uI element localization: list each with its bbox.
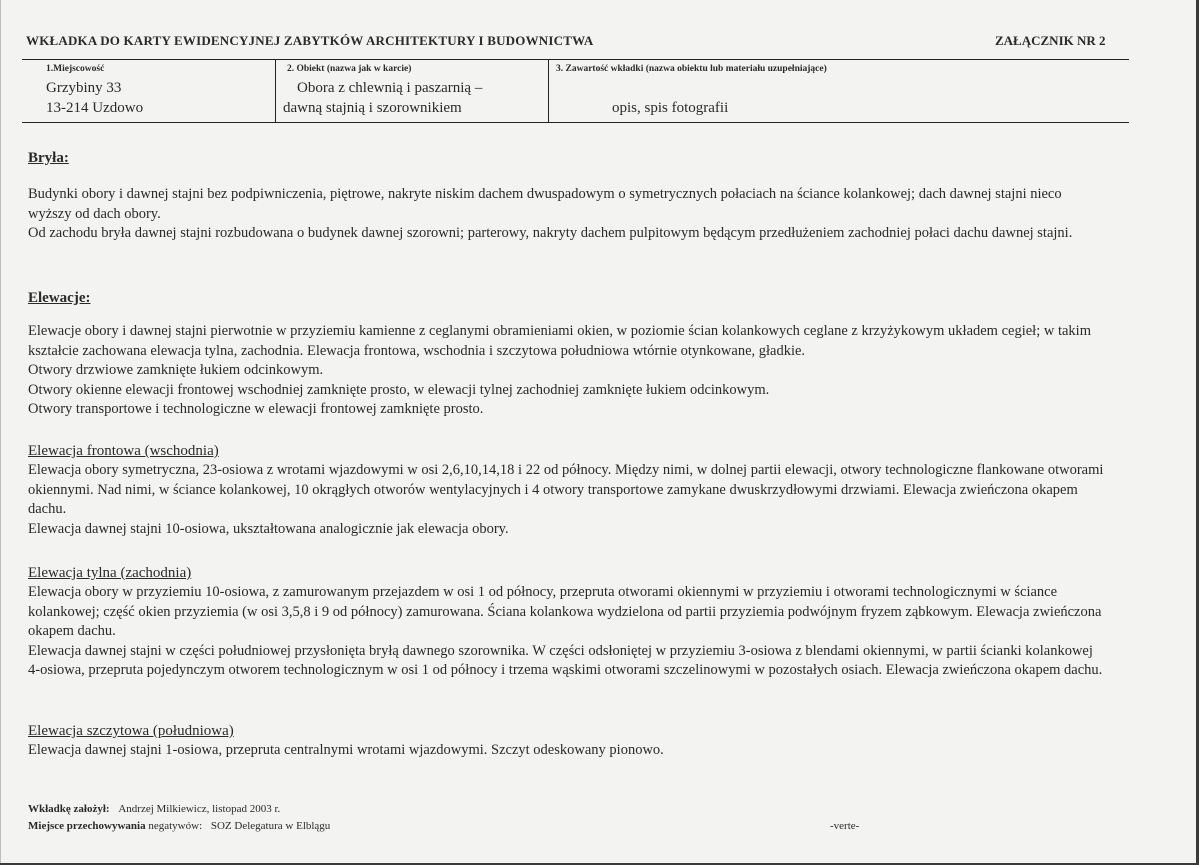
annex-number: ZAŁĄCZNIK NR 2 — [995, 33, 1106, 48]
subheading-gable-elevation: Elewacja szczytowa (południowa) — [28, 723, 234, 739]
field-divider-1 — [275, 60, 276, 122]
tylna-paragraph-1: Elewacja obory w przyziemiu 10-osiowa, z zamurowanym przejazdem w osi 1 od północy, przepruta otworami okiennymi w przyziemiu i otworami technologicznymi w ściance kolankowej; część okien przyziemia (w osi 3,5,8 i 9 od północy) zamurowana. Ściana kolankowa wydzielona od partii przyziemia podwójnym fryzem ząbkowym. Elewacja zwieńczona okapem dachu. — [28, 584, 1102, 640]
page-edge-left — [0, 0, 1, 865]
section-body-rear-elevation — [28, 583, 1108, 681]
contents-label: 3. Zawartość wkładki (nazwa obiektu lub materiału uzupełniające) — [556, 64, 827, 74]
section-heading-bryla: Bryła: — [28, 150, 69, 166]
locality-line-1: Grzybiny 33 — [46, 80, 122, 96]
frontowa-paragraph-1: Elewacja obory symetryczna, 23-osiowa z wrotami wjazdowymi w osi 2,6,10,14,18 i 22 od północy. Między nimi, w dolnej partii elewacji, otwory technologiczne flankowane otworami okiennymi. Nad nimi, w ściance kolankowej, 10 okrągłych otworów wentylacyjnych i 4 otwory transportowe zamykane dwuskrzydłowymi drzwiami. Elewacja zwieńczona okapem dachu. — [28, 462, 1104, 518]
szczytowa-paragraph-1: Elewacja dawnej stajni 1-osiowa, przepruta centralnymi wrotami wjazdowymi. Szczyt odeskowany pionowo. — [28, 742, 664, 758]
section-heading-elewacje: Elewacje: — [28, 290, 91, 306]
section-body-bryla — [28, 185, 1108, 244]
locality-label: 1.Miejscowość — [46, 64, 105, 74]
footer-author-label: Wkładkę założył: — [28, 803, 110, 815]
document-title: WKŁADKA DO KARTY EWIDENCYJNEJ ZABYTKÓW ARCHITEKTURY I BUDOWNICTWA — [26, 33, 594, 48]
elewacje-paragraph-4: Otwory transportowe i technologiczne w elewacji frontowej zamknięte prosto. — [28, 401, 484, 418]
bryla-paragraph-2: Od zachodu bryła dawnej stajni rozbudowana o budynek dawnej szorowni; parterowy, nakryty dachem pulpitowym będącym przedłużeniem zachodniej połaci dachu dawnej stajni. — [28, 225, 1073, 242]
contents-value: opis, spis fotografii — [612, 100, 729, 116]
subheading-front-elevation: Elewacja frontowa (wschodnia) — [28, 443, 219, 459]
bryla-paragraph-1: Budynki obory i dawnej stajni bez podpiwniczenia, piętrowe, nakryte niskim dachem dwuspadowym o symetrycznych połaciach na ściance kolankowej; dach dawnej stajni nieco wyższy od dach obory. — [28, 186, 1062, 222]
footer-storage-label-rest: negatywów: — [148, 820, 203, 832]
footer-author-value: Andrzej Milkiewicz, listopad 2003 r. — [118, 803, 281, 815]
frontowa-paragraph-2: Elewacja dawnej stajni 10-osiowa, ukształtowana analogicznie jak elewacja obory. — [28, 520, 509, 537]
footer-storage-value: SOZ Delegatura w Elblągu — [210, 820, 331, 832]
field-divider-2 — [548, 60, 549, 122]
elewacje-paragraph-2: Otwory drzwiowe zamknięte łukiem odcinkowym. — [28, 362, 324, 379]
footer-storage-label: Miejsce przechowywania — [28, 820, 146, 832]
header-rule-top — [22, 59, 1129, 60]
object-line-2: dawną stajnią i szorownikiem — [283, 100, 462, 116]
verte-note: -verte- — [830, 820, 860, 832]
locality-line-2: 13-214 Uzdowo — [46, 100, 144, 116]
subheading-rear-elevation: Elewacja tylna (zachodnia) — [28, 565, 192, 581]
section-body-elewacje — [28, 322, 1108, 420]
section-body-gable-elevation — [28, 741, 1108, 761]
tylna-paragraph-2: Elewacja dawnej stajni w części południowej przysłonięta bryłą dawnego szorownika. W części odsłoniętej w przyziemiu 3-osiowa z blendami okiennymi, w partii ścianki kolankowej 4-osiowa, przepruta pojedynczym otworem technologicznym w osi 1 od północy i trzema wąskimi otworami szczelinowymi w pozostałych osiach. Elewacja zwieńczona okapem dachu. — [28, 642, 1103, 679]
object-label: 2. Obiekt (nazwa jak w karcie) — [287, 64, 412, 74]
header-rule-bottom — [22, 122, 1129, 123]
footer-author — [28, 803, 280, 815]
footer-storage — [28, 820, 330, 832]
section-body-front-elevation — [28, 461, 1108, 539]
elewacje-paragraph-3: Otwory okienne elewacji frontowej wschodniej zamknięte prosto, w elewacji tylnej zachodniej zamknięte łukiem odcinkowym. — [28, 381, 770, 398]
elewacje-paragraph-1: Elewacje obory i dawnej stajni pierwotnie w przyziemiu kamienne z ceglanymi obramieniami okien, w poziomie ścian kolankowych ceglane z krzyżykowym układem cegieł; w takim kształcie zachowana elewacja tylna, zachodnia. Elewacja frontowa, wschodnia i szczytowa południowa wtórnie otynkowane, gładkie. — [28, 323, 1091, 359]
object-line-1: Obora z chlewnią i paszarnią – — [297, 80, 483, 96]
